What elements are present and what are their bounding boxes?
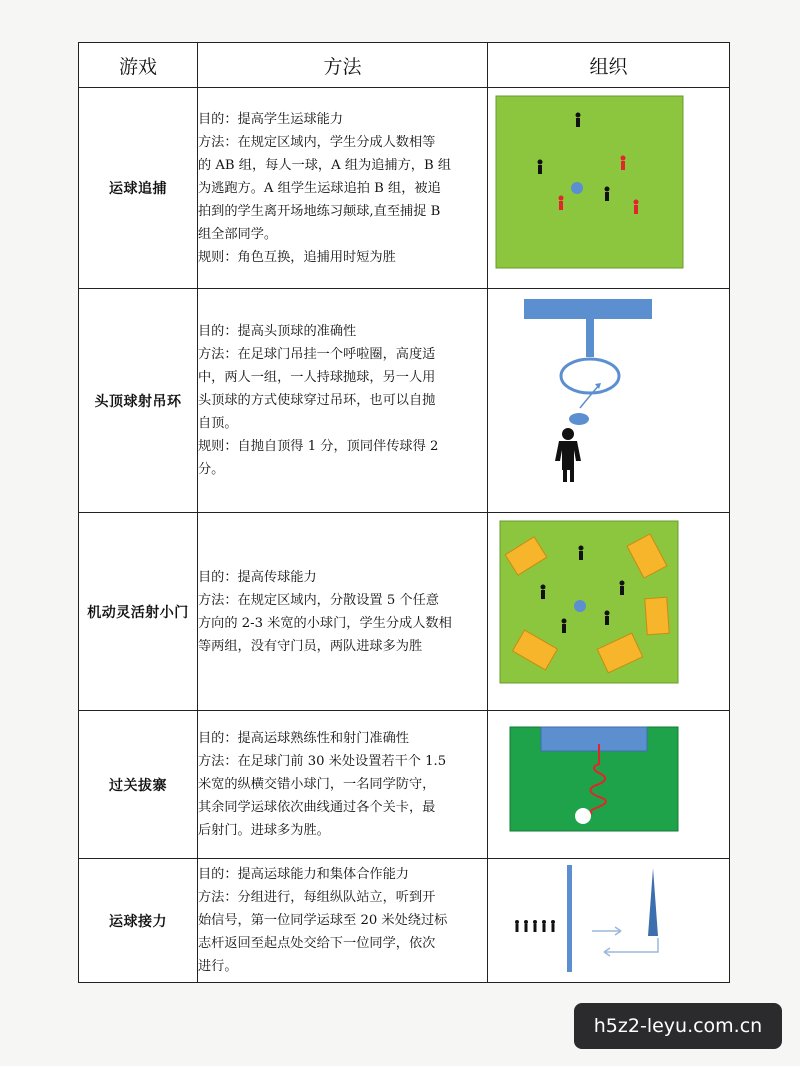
- table-row: [79, 711, 730, 859]
- method-line: 目的：提高运球能力和集体合作能力: [198, 867, 409, 882]
- person-icon: [555, 428, 581, 482]
- header-method: 方法: [198, 43, 488, 88]
- ball-icon: [575, 808, 591, 824]
- diagram-small-goals: [488, 513, 730, 711]
- method-line: 方法：在规定区域内，分散设置 5 个任意: [198, 592, 439, 608]
- player-icon-black: [605, 187, 610, 202]
- goal-crossbar: [524, 299, 652, 319]
- goal-box: [541, 727, 647, 751]
- method-line: 始信号，第一位同学运球至 20 米处绕过标: [198, 913, 448, 928]
- game-name: 过关拔寨: [79, 711, 198, 859]
- start-line: [567, 865, 572, 972]
- method-line: 分。: [198, 462, 225, 477]
- diagram-header-hoop: [488, 289, 730, 513]
- method-line: 规则：自抛自顶得 1 分，顶同伴传球得 2: [198, 439, 439, 454]
- header-organization: 组织: [488, 43, 730, 88]
- method-text: [198, 289, 488, 513]
- method-text: [198, 88, 488, 289]
- player-icon-red: [621, 156, 626, 171]
- ball-icon: [569, 413, 589, 425]
- method-line: 方法：在足球门前 30 米处设置若干个 1.5: [198, 754, 447, 769]
- method-line: 目的：提高传球能力: [198, 569, 317, 585]
- method-line: 方法：在足球门吊挂一个呼啦圈，高度适: [198, 347, 436, 362]
- method-line: 等两组，没有守门员，两队进球多为胜: [198, 638, 423, 654]
- method-line: 目的：提高运球熟练性和射门准确性: [198, 731, 409, 746]
- table-header-row: [79, 43, 730, 88]
- method-line: 进行。: [198, 959, 238, 974]
- arrow-return: [604, 938, 658, 952]
- field: [496, 96, 683, 268]
- player-icon-row: [515, 920, 555, 932]
- method-line: 自顶。: [198, 416, 238, 431]
- header-hoop-diagram: [488, 290, 728, 512]
- chase-diagram: [488, 88, 728, 288]
- watermark-badge: h5z2-leyu.com.cn: [574, 1003, 782, 1049]
- method-line: 其余同学运球依次曲线通过各个关卡，最: [198, 800, 436, 815]
- ball-icon: [574, 600, 586, 612]
- player-icon-black: [579, 545, 584, 560]
- method-line: 目的：提高头顶球的准确性: [198, 324, 357, 339]
- method-line: 规则：角色互换，追捕用时短为胜: [198, 249, 396, 265]
- player-icon-black: [562, 618, 567, 633]
- small-goals-diagram: [488, 514, 728, 710]
- method-line: 中，两人一组，一人持球抛球，另一人用: [198, 370, 436, 385]
- relay-diagram: [488, 860, 728, 982]
- header-game: 游戏: [79, 43, 198, 88]
- method-line: 方法：分组进行，每组纵队站立，听到开: [198, 890, 436, 905]
- ball-path-arrow: [580, 384, 600, 408]
- method-text: [198, 859, 488, 983]
- method-line: 方法：在规定区域内，学生分成人数相等: [198, 134, 436, 150]
- pass-gates-diagram: [488, 712, 728, 858]
- ball-icon: [571, 182, 583, 194]
- game-table: [78, 42, 730, 983]
- method-line: 组全部同学。: [198, 226, 278, 242]
- method-line: 后射门。进球多为胜。: [198, 823, 330, 838]
- player-icon-black: [605, 610, 610, 625]
- player-icon-black: [576, 113, 581, 128]
- player-icon-black: [620, 580, 625, 595]
- marker-pole: [648, 868, 658, 936]
- method-text: [198, 711, 488, 859]
- method-line: 为逃跑方。A 组学生运球追拍 B 组，被追: [198, 180, 441, 196]
- method-line: 头顶球的方式使球穿过吊环，也可以自抛: [198, 393, 436, 408]
- diagram-pass-gates: [488, 711, 730, 859]
- game-name: 运球追捕: [79, 88, 198, 289]
- hoop-rope: [586, 319, 594, 357]
- hoop-ring: [561, 359, 619, 393]
- method-line: 米宽的纵横交错小球门，一名同学防守，: [198, 777, 436, 792]
- game-name: 头顶球射吊环: [79, 289, 198, 513]
- player-icon-black: [538, 160, 543, 175]
- player-icon-red: [634, 200, 639, 215]
- player-icon-red: [559, 196, 564, 211]
- method-line: 目的：提高学生运球能力: [198, 111, 344, 127]
- small-goal: [645, 597, 669, 634]
- method-line: 方向的 2-3 米宽的小球门，学生分成人数相: [198, 615, 452, 631]
- method-line: 志杆返回至起点处交给下一位同学，依次: [198, 936, 436, 951]
- table-row: [79, 513, 730, 711]
- method-text: [198, 513, 488, 711]
- table-row: [79, 289, 730, 513]
- game-name: 机动灵活射小门: [79, 513, 198, 711]
- game-name: 运球接力: [79, 859, 198, 983]
- diagram-chase: [488, 88, 730, 289]
- player-icon-black: [541, 584, 546, 599]
- table-row: [79, 88, 730, 289]
- method-line: 的 AB 组，每人一球，A 组为追捕方，B 组: [198, 157, 452, 173]
- method-line: 拍到的学生离开场地练习颠球,直至捕捉 B: [198, 203, 441, 219]
- diagram-relay: [488, 859, 730, 983]
- table-row: [79, 859, 730, 983]
